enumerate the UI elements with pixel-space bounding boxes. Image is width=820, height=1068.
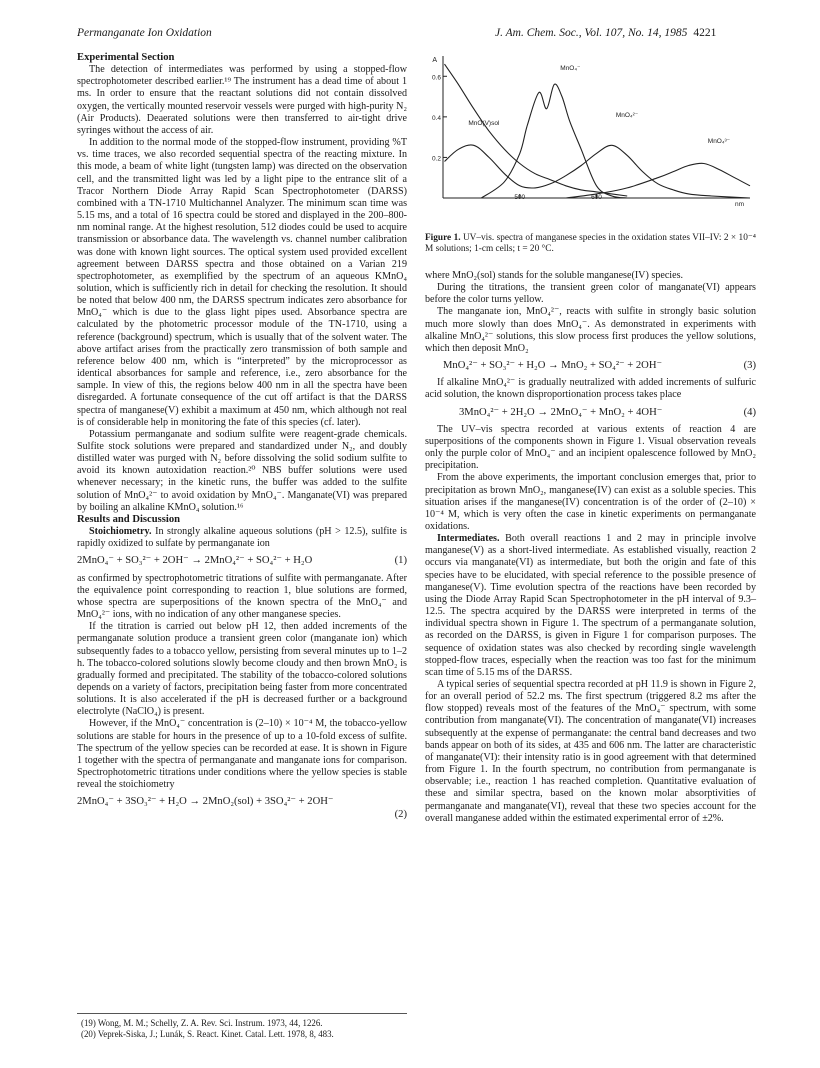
equation-expression: MnO₄²⁻ + SO₃²⁻ + H₂O → MnO₂ + SO₄²⁻ + 2OH⁻	[443, 360, 663, 372]
series-line-3	[445, 145, 751, 198]
equation-3	[425, 355, 756, 377]
paragraph: A typical series of sequential spectra recorded at pH 11.9 is shown in Figure 2, for an overall period of 52.2 ms. The first spectrum (triggered 8.2 ms after the flow stopped) reveals most of the features of the MnO₄⁻ spectrum, with some contribution from manganate(VI). The concentration of manganate(VI) increases subsequently at the expense of permanganate: the central band decreases and two bands appear on both of its sides, at 435 and 606 nm. The latter are characteristic of manganate(VI): their intensity ratio is in good agreement with that determined from Figure 1. In the fourth spectrum, no contribution from permanganate is observable; i.e., reaction 1 has reached completion. Quantitative evaluation of these and similar spectra, based on the known molar absorptivities of permanganate and manganate(VI), reveal that these two species account for the overall manganese added within the estimated experimental error of ±2%.	[425, 679, 756, 824]
equation-1	[77, 550, 407, 572]
figure-caption	[425, 233, 756, 255]
x-axis-unit: nm	[734, 201, 744, 208]
paragraph: From the above experiments, the important conclusion emerges that, prior to precipitation as brown MnO₂, manganese(IV) can exist as a soluble species. This situation arises if the manganese(IV) concentration is of the order of (2–10) × 10⁻⁴ M, which is very often the case in kinetic experiments on permanganate oxidations.	[425, 472, 756, 532]
y-tick-label: 0.6	[431, 74, 441, 82]
paragraph: Potassium permanganate and sodium sulfite were reagent-grade chemicals. Sulfite stock solutions were prepared and standardized under N₂, and doubly distilled water was purged with N₂ before dissolving the solid sodium sulfite to avoid its known autoxidation reaction.²⁰ NBS buffer solutions were used whenever necessary; in the kinetic runs, the buffer was added to the sulfite solution of MnO₄²⁻ to avoid oxidation by MnO₄⁻. Manganate(VI) was prepared by boiling an alkaline KMnO₄ solution.¹⁶	[77, 428, 407, 513]
intermediates-runin: Intermediates.	[437, 533, 500, 545]
curve-label: MnO(V)sol	[468, 119, 500, 127]
caption-label: Figure 1.	[425, 233, 461, 243]
series-line-1	[445, 64, 628, 196]
paragraph: where MnO₂(sol) stands for the soluble manganese(IV) species.	[425, 270, 684, 281]
paragraph	[425, 533, 756, 679]
stoichiometry-runin: Stoichiometry.	[89, 526, 152, 538]
y-tick-label: 0.4	[431, 114, 441, 122]
page-number: 4221	[693, 27, 717, 39]
equation-expression: 3MnO₄²⁻ + 2H₂O → 2MnO₄⁻ + MnO₂ + 4OH⁻	[459, 406, 663, 418]
equation-2	[77, 791, 407, 824]
y-axis-label: A	[432, 57, 437, 64]
running-title: Permanganate Ion Oxidation	[77, 27, 212, 39]
equation-4	[425, 402, 756, 424]
equation-number: (2)	[394, 808, 407, 820]
paragraph-text: Both overall reactions 1 and 2 may in principle involve manganese(V) as a short-lived intermediate. As established visually, reaction 2 occurs via manganate(VI) as intermediate, but both the origin and fate of this species have to be elucidated, with special reference to the possible presence of manganese(V). Time evolution spectra of the reactions have been recorded by using the Diode Array Rapid Scan Spectrophotometer in the pH interval of 9.3–12.5. The spectra acquired by the DARSS were interpreted in terms of the individual spectra shown in Figure 1. The spectrum of a permanganate solution, as recorded on the DARSS, is given in Figure 1 for comparison purposes. The sequence of oxidation states was also checked by recording single wavelength stopped-flow traces, especially when the reaction was too fast for the minimum scan time of 5.15 ms of the DARSS.	[425, 533, 756, 678]
figure-1-chart	[425, 50, 755, 212]
paragraph	[77, 526, 407, 550]
x-tick-label: 600	[591, 194, 602, 201]
equation-expression: 2MnO₄⁻ + SO₃²⁻ + 2OH⁻ → 2MnO₄²⁻ + SO₄²⁻ + H₂O	[77, 555, 313, 567]
paragraph: If the titration is carried out below pH 12, then added increments of the permanganate solution produce a transient green color (manganate ion) which subsequently fades to a tobacco yellow, persisting from several minutes up to 1–2 h. The tobacco-colored solutions slowly become cloudy and then brown MnO₂ is gradually formed and precipitated. The stability of the tobacco-colored solutions depends on a variety of factors, precipitation being faster from more concentrated solutions. It is also accelerated if the pH is decreased further or a background electrolyte (NaClO₄) is present.	[77, 621, 407, 718]
chart-axes	[432, 56, 750, 208]
equation-number: (3)	[743, 360, 756, 372]
caption-text: UV–vis. spectra of manganese species in the oxidation states VII–IV: 2 × 10⁻⁴ M solutions; 1-cm cells; t = 20 °C.	[425, 233, 756, 254]
right-column	[425, 270, 756, 825]
footnote-rule	[77, 1013, 407, 1014]
paragraph: However, if the MnO₄⁻ concentration is (2–10) × 10⁻⁴ M, the tobacco-yellow solutions are stable for hours in the presence of up to a 10-fold excess of sulfite. The spectrum of the yellow species can be recorded at ease. It is shown in Figure 1 together with the spectra of permanganate and manganate ions for comparison. Spectrophotometric titrations under conditions where the yellow species is stable reveal the stoichiometry	[77, 718, 407, 791]
equation-expression: 2MnO₄⁻ + 3SO₃²⁻ + H₂O → 2MnO₂(sol) + 3SO₄²⁻ + 2OH⁻	[77, 796, 334, 808]
paragraph: The UV–vis spectra recorded at various extents of reaction 4 are superpositions of the components shown in Figure 1. Visual observation reveals only the purple color of MnO₄⁻ and an incipient opalescence followed by MnO₂ precipitation.	[425, 423, 756, 472]
chart-curves	[445, 64, 751, 198]
journal-reference: J. Am. Chem. Soc., Vol. 107, No. 14, 1985	[495, 27, 688, 39]
footnote: (19) Wong, M. M.; Schelly, Z. A. Rev. Sci. Instrum. 1973, 44, 1226.	[81, 1018, 323, 1028]
paragraph: In addition to the normal mode of the stopped-flow instrument, providing %T vs. time traces, we also recorded sequential spectra of the reacting mixture. In this mode, a beam of white light (tungsten lamp) was directed on the observation cell, and the transmitted light was led by a light pipe to the entrance slit of a Tracor Northern Diode Array Rapid Scan Spectrophotometer (DARSS) combined with a TN-1710 Multichannel Analyzer. The minimum scan time was 5.15 ms, and a total of 16 spectra could be stored and displayed in the 200–800-nm nominal range. At the highest resolution, 512 diodes could be used to acquire transmission or absorbance data. The wavelength vs. channel number calibration was done with known light sources. The optical system used provided excellent agreement between DARSS spectra and those obtained on a Varian 219 spectrophotometer, as exemplified by the spectrum of an aqueous KMnO₄ solution, which is sufficiently rich in detail for checking the resolution. It should be noted that below 400 nm, the DARSS spectrum indicates zero absorbance for MnO₄⁻ which is due to the glass light pipes used. Absorbance spectra are calculated by the photometric processor module of the TN-1710, using a reference (background) spectrum, which is usually that of the solvent water. The above artifact arises from the practically zero transmission of both sample and reference below 400 nm, which is “interpreted” by the microprocessor as identical absorbances for sample and reference, i.e., zero absorbance for the sample. In view of this, the regions below 400 nm in all the spectra have been disregarded. A fortunate consequence of the cut off artifact is that the DARSS spectra of manganese(V) exhibit a maximum at 450 nm, which although not real is of considerable help in monitoring the fate of this species (cf. later).	[77, 137, 407, 428]
equation-number: (4)	[743, 406, 756, 418]
paragraph: The manganate ion, MnO₄²⁻, reacts with sulfite in strongly basic solution much more slowly than does MnO₄⁻. As demonstrated in experiments with alkaline MnO₄²⁻ solutions, this slow process first produces the yellow solutions, which then deposit MnO₂	[425, 306, 756, 354]
chart-labels	[468, 65, 730, 145]
experimental-heading: Experimental Section	[77, 52, 175, 63]
paragraph: as confirmed by spectrophotometric titrations of sulfite with permanganate. After the equivalence point corresponding to reaction 1, blue solutions are formed, whose spectra are superpositions of the known spectra of the MnO₄⁻ and MnO₄²⁻ ions, with no indication of any other manganese species.	[77, 572, 407, 621]
paragraph: During the titrations, the transient green color of manganate(VI) appears before the color turns yellow.	[425, 282, 756, 306]
paragraph: The detection of intermediates was performed by using a stopped-flow spectrophotometer described earlier.¹⁹ The instrument has a dead time of about 1 ms. In order to ensure that the reactant solutions did not contain dissolved oxygen, the vertically mounted reservoir vessels were purged with high-purity N₂ (Air Products). Deaerated solutions were then transferred to air-tight drive syringes without the access of air.	[77, 64, 407, 136]
paragraph: If alkaline MnO₄²⁻ is gradually neutralized with added increments of sulfuric acid solution, the known disproportionation process takes place	[425, 377, 756, 401]
curve-label: MnO₄²⁻	[615, 111, 639, 119]
y-tick-label: 0.2	[431, 155, 441, 163]
journal-header	[495, 27, 716, 39]
x-tick-label: 500	[514, 194, 526, 201]
footnote: (20) Veprek-Siska, J.; Lunák, S. React. Kinet. Catal. Lett. 1978, 8, 483.	[81, 1029, 334, 1039]
curve-label: MnO₄³⁻	[707, 138, 731, 146]
paragraph-text: In strongly alkaline aqueous solutions (pH > 12.5), sulfite is rapidly oxidized to sulfate by permanganate ion	[77, 526, 407, 550]
left-column	[77, 52, 407, 825]
curve-label: MnO₄⁻	[560, 65, 581, 73]
footnotes	[77, 1018, 407, 1040]
equation-number: (1)	[394, 555, 407, 567]
results-heading: Results and Discussion	[77, 513, 181, 525]
